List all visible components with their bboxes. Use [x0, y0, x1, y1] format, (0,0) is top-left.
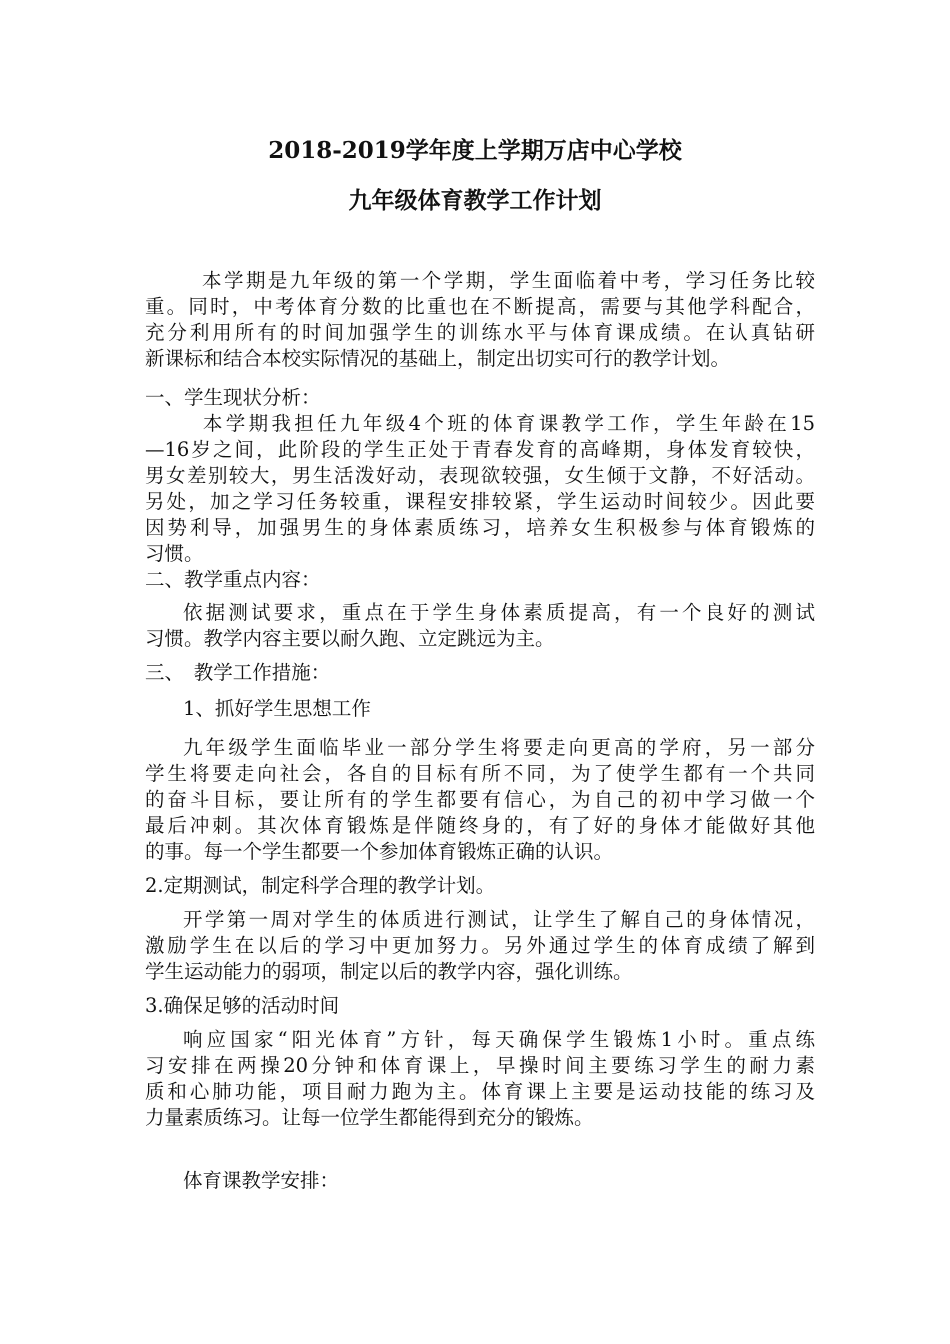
section-heading: 三、 教学工作措施：	[145, 661, 331, 684]
paragraph-line: 习惯。	[145, 542, 204, 565]
paragraph-line: 因势利导，加强男生的身体素质练习，培养女生积极参与体育锻炼的	[145, 516, 815, 539]
subsection-heading: 2.定期测试，制定科学合理的教学计划。	[145, 874, 496, 897]
paragraph-line: 另处，加之学习任务较重，课程安排较紧，学生运动时间较少。因此要	[145, 490, 815, 513]
paragraph-line: 力量素质练习。让每一位学生都能得到充分的锻炼。	[145, 1106, 594, 1129]
paragraph-line: 依据测试要求，重点在于学生身体素质提高，有一个良好的测试	[183, 601, 815, 624]
paragraph-line: 学生将要走向社会，各自的目标有所不同，为了使学生都有一个共同	[145, 762, 815, 785]
paragraph-line: 本学期是九年级的第一个学期，学生面临着中考，学习任务比较	[180, 269, 815, 292]
paragraph-line: 响应国家“阳光体育”方针，每天确保学生锻炼1小时。重点练	[183, 1028, 815, 1051]
paragraph-line: 最后冲刺。其次体育锻炼是伴随终身的，有了好的身体才能做好其他	[145, 814, 815, 837]
paragraph-line: 重。同时，中考体育分数的比重也在不断提高，需要与其他学科配合，	[145, 295, 815, 318]
paragraph-line: 本学期我担任九年级4个班的体育课教学工作，学生年龄在15	[180, 412, 815, 435]
section-heading: 二、教学重点内容：	[145, 568, 321, 591]
paragraph-line: 男女差别较大，男生活泼好动，表现欲较强，女生倾于文静，不好活动。	[145, 464, 815, 487]
paragraph-line: 质和心肺功能，项目耐力跑为主。体育课上主要是运动技能的练习及	[145, 1080, 815, 1103]
subsection-heading: 体育课教学安排：	[183, 1169, 340, 1192]
subsection-heading: 1、抓好学生思想工作	[183, 697, 371, 720]
paragraph-line: —16岁之间，此阶段的学生正处于青春发育的高峰期，身体发育较快，	[145, 438, 815, 461]
document-title: 2018-2019学年度上学期万店中心学校	[268, 137, 682, 164]
paragraph-line: 九年级学生面临毕业一部分学生将要走向更高的学府，另一部分	[183, 736, 815, 759]
paragraph-line: 的事。每一个学生都要一个参加体育锻炼正确的认识。	[145, 840, 614, 863]
paragraph-line: 新课标和结合本校实际情况的基础上，制定出切实可行的教学计划。	[145, 347, 731, 370]
subsection-heading: 3.确保足够的活动时间	[145, 994, 340, 1017]
paragraph-line: 的奋斗目标，要让所有的学生都要有信心，为自己的初中学习做一个	[145, 788, 815, 811]
paragraph-line: 激励学生在以后的学习中更加努力。另外通过学生的体育成绩了解到	[145, 934, 815, 957]
document-subtitle: 九年级体育教学工作计划	[348, 187, 602, 214]
paragraph-line: 充分利用所有的时间加强学生的训练水平与体育课成绩。在认真钻研	[145, 321, 815, 344]
paragraph-line: 习安排在两操20分钟和体育课上，早操时间主要练习学生的耐力素	[145, 1054, 815, 1077]
paragraph-line: 学生运动能力的弱项，制定以后的教学内容，强化训练。	[145, 960, 633, 983]
section-heading: 一、学生现状分析：	[145, 386, 321, 409]
paragraph-line: 习惯。教学内容主要以耐久跑、立定跳远为主。	[145, 627, 555, 650]
paragraph-line: 开学第一周对学生的体质进行测试，让学生了解自己的身体情况，	[183, 908, 815, 931]
